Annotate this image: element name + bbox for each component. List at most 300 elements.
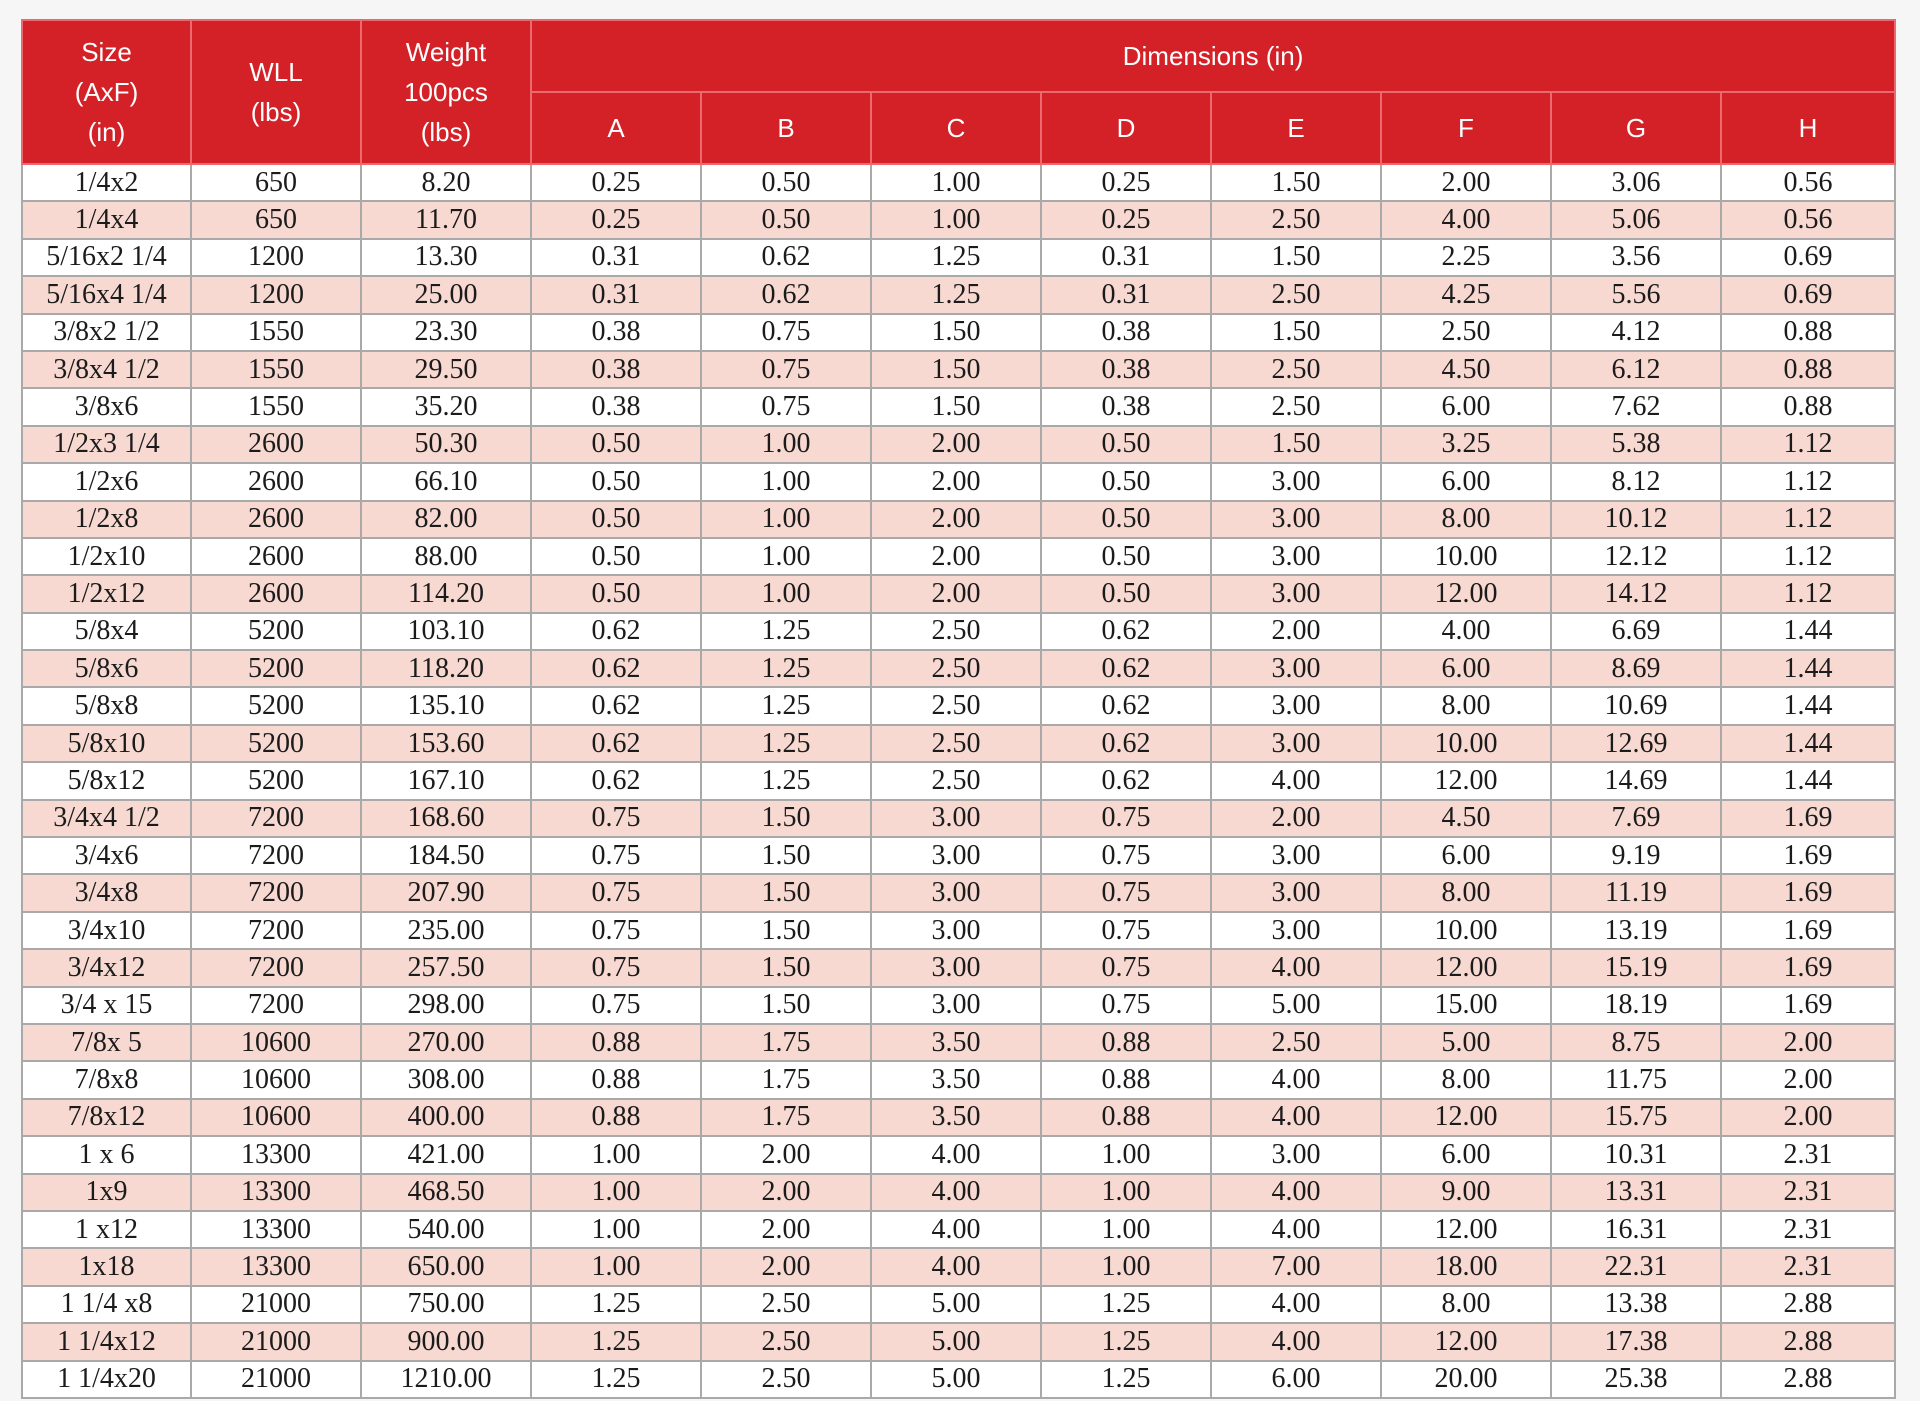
table-cell: 3/8x2 1/2 [22,314,191,351]
table-cell: 13300 [191,1174,361,1211]
table-cell: 1.12 [1721,501,1895,538]
table-cell: 7/8x12 [22,1099,191,1136]
table-cell: 1.12 [1721,575,1895,612]
table-cell: 4.50 [1381,800,1551,837]
table-cell: 1 1/4x12 [22,1323,191,1360]
table-cell: 207.90 [361,874,531,911]
table-cell: 0.62 [701,276,871,313]
table-cell: 0.50 [531,463,701,500]
table-cell: 1.50 [701,800,871,837]
table-cell: 12.00 [1381,575,1551,612]
table-cell: 1.50 [701,987,871,1024]
table-cell: 650 [191,164,361,201]
table-cell: 3/4x4 1/2 [22,800,191,837]
table-cell: 308.00 [361,1061,531,1098]
table-cell: 2.50 [871,762,1041,799]
table-cell: 1.00 [701,575,871,612]
table-cell: 5200 [191,650,361,687]
table-cell: 5/8x12 [22,762,191,799]
table-cell: 2.50 [1211,276,1381,313]
table-cell: 29.50 [361,351,531,388]
header-dim-a: A [531,92,701,164]
table-cell: 0.50 [531,575,701,612]
table-cell: 2.50 [871,687,1041,724]
table-cell: 3.00 [1211,463,1381,500]
table-cell: 0.75 [531,912,701,949]
table-cell: 3/4x8 [22,874,191,911]
table-cell: 1210.00 [361,1361,531,1398]
table-row [22,1061,1895,1098]
table-cell: 4.00 [1211,949,1381,986]
table-row [22,388,1895,425]
table-cell: 2.00 [701,1174,871,1211]
table-cell: 1.12 [1721,538,1895,575]
table-cell: 5.00 [871,1361,1041,1398]
table-cell: 3.00 [871,874,1041,911]
table-cell: 3.00 [871,949,1041,986]
table-cell: 1/4x2 [22,164,191,201]
table-cell: 25.38 [1551,1361,1721,1398]
table-cell: 3.00 [871,800,1041,837]
table-cell: 1 1/4x20 [22,1361,191,1398]
table-row [22,949,1895,986]
table-cell: 13.38 [1551,1286,1721,1323]
table-cell: 2600 [191,463,361,500]
table-cell: 1/2x8 [22,501,191,538]
table-cell: 5200 [191,725,361,762]
table-cell: 0.62 [1041,725,1211,762]
table-cell: 1550 [191,388,361,425]
table-cell: 0.88 [531,1099,701,1136]
table-row [22,1323,1895,1360]
table-cell: 2600 [191,575,361,612]
table-cell: 14.12 [1551,575,1721,612]
table-row [22,1286,1895,1323]
table-cell: 0.75 [531,800,701,837]
table-cell: 4.00 [1381,201,1551,238]
table-cell: 1.25 [531,1286,701,1323]
header-dim-d: D [1041,92,1211,164]
table-cell: 1.69 [1721,949,1895,986]
table-cell: 8.69 [1551,650,1721,687]
header-wll [191,20,361,164]
table-cell: 0.62 [1041,687,1211,724]
table-row [22,1024,1895,1061]
table-cell: 11.75 [1551,1061,1721,1098]
table-row [22,1174,1895,1211]
table-cell: 1.44 [1721,613,1895,650]
table-cell: 5200 [191,687,361,724]
table-cell: 1.00 [1041,1174,1211,1211]
table-cell: 1.25 [871,276,1041,313]
table-row [22,201,1895,238]
table-cell: 0.56 [1721,201,1895,238]
table-cell: 167.10 [361,762,531,799]
table-cell: 3.06 [1551,164,1721,201]
table-cell: 10.00 [1381,912,1551,949]
table-row [22,538,1895,575]
table-cell: 66.10 [361,463,531,500]
table-cell: 7.62 [1551,388,1721,425]
table-cell: 1.25 [531,1361,701,1398]
table-cell: 2.00 [1721,1061,1895,1098]
table-cell: 1.50 [701,912,871,949]
table-cell: 3.25 [1381,426,1551,463]
table-cell: 8.00 [1381,501,1551,538]
table-cell: 9.00 [1381,1174,1551,1211]
table-cell: 2.00 [871,426,1041,463]
header-size-line: Size [81,36,132,67]
table-cell: 2.00 [871,538,1041,575]
table-cell: 1.25 [701,687,871,724]
table-row [22,987,1895,1024]
table-cell: 1.00 [701,463,871,500]
table-cell: 2.00 [1721,1099,1895,1136]
table-cell: 0.75 [531,987,701,1024]
table-cell: 650.00 [361,1248,531,1285]
table-cell: 4.12 [1551,314,1721,351]
table-cell: 7200 [191,874,361,911]
table-cell: 0.88 [1721,351,1895,388]
table-cell: 10.00 [1381,538,1551,575]
table-cell: 0.50 [531,501,701,538]
table-cell: 1.00 [531,1136,701,1173]
table-cell: 0.50 [1041,501,1211,538]
table-cell: 12.00 [1381,1211,1551,1248]
table-cell: 12.00 [1381,1323,1551,1360]
table-cell: 0.25 [531,201,701,238]
table-cell: 0.62 [701,239,871,276]
header-dim-h: H [1721,92,1895,164]
table-cell: 0.25 [531,164,701,201]
table-cell: 1.50 [1211,314,1381,351]
table-cell: 0.88 [1721,388,1895,425]
table-cell: 5/16x4 1/4 [22,276,191,313]
header-dim-b: B [701,92,871,164]
table-cell: 135.10 [361,687,531,724]
table-cell: 1.50 [701,837,871,874]
table-cell: 12.69 [1551,725,1721,762]
table-cell: 8.20 [361,164,531,201]
table-cell: 7.69 [1551,800,1721,837]
table-cell: 1 1/4 x8 [22,1286,191,1323]
table-cell: 5/8x8 [22,687,191,724]
table-cell: 0.50 [1041,538,1211,575]
table-cell: 1/2x10 [22,538,191,575]
table-cell: 2.50 [1211,1024,1381,1061]
table-cell: 0.75 [1041,949,1211,986]
table-cell: 13.30 [361,239,531,276]
table-cell: 9.19 [1551,837,1721,874]
table-cell: 1.50 [701,874,871,911]
table-cell: 7/8x 5 [22,1024,191,1061]
table-cell: 1.25 [701,762,871,799]
table-cell: 1.75 [701,1024,871,1061]
table-cell: 21000 [191,1323,361,1360]
table-cell: 35.20 [361,388,531,425]
table-cell: 2.00 [1211,613,1381,650]
table-cell: 17.38 [1551,1323,1721,1360]
table-cell: 0.69 [1721,276,1895,313]
table-cell: 15.00 [1381,987,1551,1024]
table-row [22,426,1895,463]
table-cell: 1.00 [1041,1136,1211,1173]
header-wll-line: (lbs) [250,97,302,127]
table-cell: 5.38 [1551,426,1721,463]
table-cell: 1.50 [701,949,871,986]
table-cell: 1/4x4 [22,201,191,238]
table-cell: 7200 [191,949,361,986]
table-row [22,463,1895,500]
table-cell: 8.00 [1381,687,1551,724]
table-cell: 6.00 [1381,463,1551,500]
table-cell: 1.69 [1721,912,1895,949]
table-cell: 1.25 [1041,1286,1211,1323]
table-cell: 6.00 [1381,1136,1551,1173]
table-cell: 3.00 [871,987,1041,1024]
header-wll-line: WLL [249,56,303,87]
table-cell: 3.56 [1551,239,1721,276]
table-cell: 2.50 [871,725,1041,762]
header-dim-c: C [871,92,1041,164]
table-cell: 4.25 [1381,276,1551,313]
table-cell: 1 x12 [22,1211,191,1248]
table-cell: 0.50 [531,426,701,463]
table-cell: 13300 [191,1211,361,1248]
table-cell: 6.00 [1381,388,1551,425]
table-row [22,1361,1895,1398]
table-cell: 0.50 [1041,463,1211,500]
table-cell: 0.75 [1041,800,1211,837]
table-cell: 0.62 [531,613,701,650]
table-cell: 4.00 [1211,1174,1381,1211]
table-row [22,501,1895,538]
table-row [22,762,1895,799]
table-cell: 1.25 [531,1323,701,1360]
table-cell: 1.44 [1721,650,1895,687]
table-cell: 10600 [191,1061,361,1098]
header-size [22,20,191,164]
table-cell: 12.00 [1381,949,1551,986]
table-cell: 4.00 [1211,1061,1381,1098]
table-cell: 0.75 [701,351,871,388]
table-row [22,276,1895,313]
table-cell: 1x9 [22,1174,191,1211]
table-body [22,164,1895,1398]
table-cell: 21000 [191,1361,361,1398]
table-cell: 7.00 [1211,1248,1381,1285]
table-cell: 1200 [191,239,361,276]
table-cell: 114.20 [361,575,531,612]
table-cell: 0.75 [1041,987,1211,1024]
table-cell: 0.75 [1041,837,1211,874]
table-cell: 0.38 [531,388,701,425]
table-cell: 3.00 [1211,1136,1381,1173]
table-cell: 1x18 [22,1248,191,1285]
table-cell: 1.25 [871,239,1041,276]
header-weight-line: (lbs) [420,117,472,148]
table-cell: 12.12 [1551,538,1721,575]
table-row [22,1099,1895,1136]
table-cell: 25.00 [361,276,531,313]
table-cell: 1.25 [701,725,871,762]
table-cell: 400.00 [361,1099,531,1136]
table-cell: 3.00 [1211,501,1381,538]
table-cell: 421.00 [361,1136,531,1173]
table-cell: 88.00 [361,538,531,575]
table-cell: 1.75 [701,1061,871,1098]
header-dimensions: Dimensions (in) [531,20,1895,92]
table-cell: 2.00 [871,501,1041,538]
table-cell: 22.31 [1551,1248,1721,1285]
table-header [22,20,1895,164]
table-cell: 0.56 [1721,164,1895,201]
table-cell: 1.44 [1721,762,1895,799]
table-cell: 900.00 [361,1323,531,1360]
table-cell: 15.19 [1551,949,1721,986]
table-cell: 1.69 [1721,837,1895,874]
header-dim-g: G [1551,92,1721,164]
header-weight-line: Weight [405,36,487,67]
table-cell: 4.00 [1211,1286,1381,1323]
table-cell: 8.75 [1551,1024,1721,1061]
table-row [22,837,1895,874]
table-row [22,314,1895,351]
table-cell: 13300 [191,1136,361,1173]
table-cell: 0.88 [531,1024,701,1061]
spec-table [21,19,1896,1399]
table-cell: 5200 [191,613,361,650]
table-cell: 1.00 [1041,1248,1211,1285]
table-cell: 3.50 [871,1061,1041,1098]
table-cell: 13.19 [1551,912,1721,949]
table-cell: 7/8x8 [22,1061,191,1098]
table-cell: 1.69 [1721,987,1895,1024]
table-cell: 0.62 [531,650,701,687]
table-cell: 3.50 [871,1024,1041,1061]
table-cell: 2.50 [701,1361,871,1398]
table-cell: 3/8x4 1/2 [22,351,191,388]
table-cell: 2.25 [1381,239,1551,276]
table-cell: 184.50 [361,837,531,874]
table-cell: 5.00 [1381,1024,1551,1061]
table-cell: 6.00 [1381,650,1551,687]
table-cell: 2600 [191,538,361,575]
table-cell: 0.62 [531,725,701,762]
table-cell: 0.62 [1041,613,1211,650]
table-cell: 7200 [191,912,361,949]
table-cell: 2.50 [701,1286,871,1323]
table-cell: 8.12 [1551,463,1721,500]
table-cell: 3/4x6 [22,837,191,874]
table-cell: 1200 [191,276,361,313]
table-cell: 0.38 [1041,351,1211,388]
table-cell: 16.31 [1551,1211,1721,1248]
table-cell: 1.44 [1721,725,1895,762]
table-row [22,874,1895,911]
table-cell: 2.50 [1381,314,1551,351]
table-cell: 0.75 [531,949,701,986]
table-cell: 2.50 [1211,388,1381,425]
table-cell: 0.75 [531,837,701,874]
table-cell: 1.25 [701,613,871,650]
table-cell: 12.00 [1381,762,1551,799]
table-cell: 0.88 [531,1061,701,1098]
table-row [22,1248,1895,1285]
header-weight-line: 100pcs [404,76,488,107]
table-cell: 1550 [191,351,361,388]
table-cell: 1.44 [1721,687,1895,724]
table-cell: 6.12 [1551,351,1721,388]
table-cell: 7200 [191,800,361,837]
table-row [22,687,1895,724]
table-cell: 0.25 [1041,164,1211,201]
table-row [22,912,1895,949]
table-row [22,650,1895,687]
table-cell: 0.38 [1041,388,1211,425]
table-cell: 2.88 [1721,1323,1895,1360]
table-cell: 3.00 [1211,650,1381,687]
table-cell: 3.00 [1211,538,1381,575]
table-cell: 21000 [191,1286,361,1323]
table-row [22,613,1895,650]
table-cell: 298.00 [361,987,531,1024]
table-cell: 3.00 [1211,687,1381,724]
table-cell: 1.00 [701,538,871,575]
table-cell: 2.00 [1381,164,1551,201]
table-cell: 5.00 [871,1323,1041,1360]
table-cell: 4.00 [871,1211,1041,1248]
table-cell: 1.50 [871,388,1041,425]
table-cell: 257.50 [361,949,531,986]
table-cell: 3.00 [1211,575,1381,612]
table-cell: 10.69 [1551,687,1721,724]
table-cell: 2.00 [1211,800,1381,837]
header-size-line: (in) [87,117,126,148]
table-cell: 2.00 [701,1211,871,1248]
table-cell: 23.30 [361,314,531,351]
table-cell: 18.19 [1551,987,1721,1024]
table-cell: 3.00 [1211,874,1381,911]
table-cell: 103.10 [361,613,531,650]
table-cell: 0.75 [531,874,701,911]
table-cell: 0.50 [701,201,871,238]
table-cell: 11.70 [361,201,531,238]
table-cell: 3.50 [871,1099,1041,1136]
table-cell: 1.00 [1041,1211,1211,1248]
table-cell: 13300 [191,1248,361,1285]
table-cell: 3.00 [1211,725,1381,762]
table-cell: 0.50 [1041,426,1211,463]
table-cell: 540.00 [361,1211,531,1248]
table-row [22,725,1895,762]
table-cell: 2.31 [1721,1211,1895,1248]
table-cell: 1/2x6 [22,463,191,500]
table-cell: 2.00 [871,575,1041,612]
table-cell: 2.00 [1721,1024,1895,1061]
table-cell: 650 [191,201,361,238]
table-cell: 3.00 [871,912,1041,949]
table-cell: 2.50 [1211,351,1381,388]
table-cell: 1.00 [701,426,871,463]
table-cell: 118.20 [361,650,531,687]
table-cell: 4.00 [1211,1323,1381,1360]
table-cell: 1.50 [1211,164,1381,201]
table-cell: 10600 [191,1099,361,1136]
table-cell: 7200 [191,837,361,874]
table-cell: 1.25 [1041,1323,1211,1360]
table-row [22,1211,1895,1248]
